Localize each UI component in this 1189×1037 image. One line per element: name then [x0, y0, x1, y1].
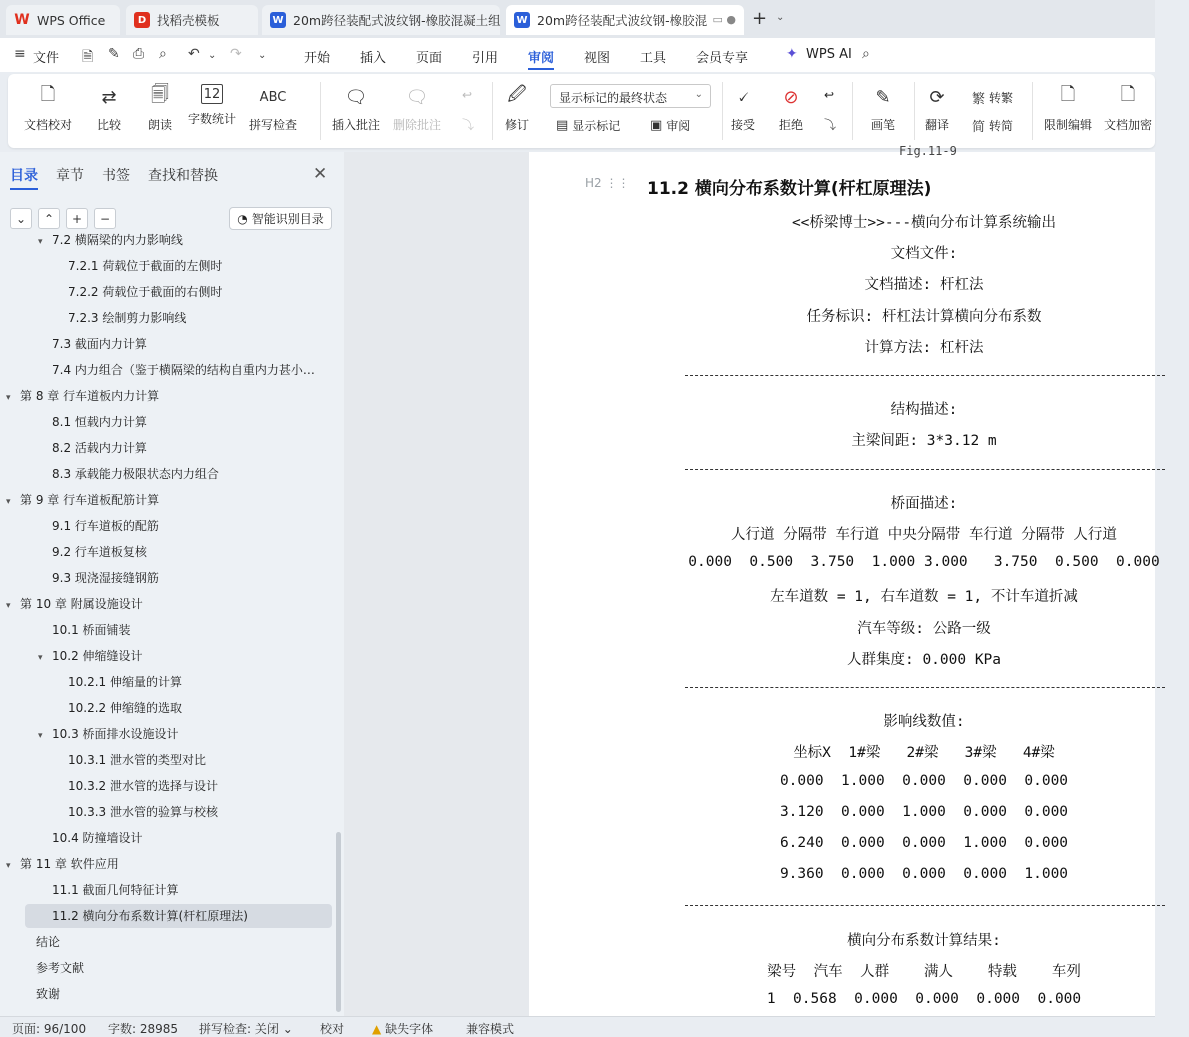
accept-label: 接受 — [730, 118, 755, 132]
doc-check-label: 文档校对 — [24, 118, 73, 132]
save-icon[interactable]: 🗎 — [82, 49, 94, 65]
toc-item-label: 8.3 承载能力极限状态内力组合 — [52, 467, 219, 481]
spell-check-status[interactable] — [199, 1020, 293, 1037]
insert-comment-label: 插入批注 — [332, 118, 381, 132]
navigation-panel — [0, 152, 344, 1016]
redo-icon[interactable]: ↷ — [230, 46, 242, 62]
toc-item[interactable] — [68, 306, 332, 330]
review-pane-label: 审阅 — [666, 119, 691, 133]
toc-item[interactable] — [6, 592, 332, 616]
toc-item-label: 9.1 行车道板的配筋 — [52, 519, 159, 533]
print-preview-icon[interactable]: ⌕ — [159, 46, 167, 62]
toc-item-label: 7.2.2 荷载位于截面的右侧时 — [68, 285, 223, 299]
pen-label: 画笔 — [870, 118, 895, 132]
ribbon-separator — [852, 82, 853, 140]
expand-arrow-icon[interactable]: ▾ — [38, 237, 43, 247]
track-changes-icon: 🖉 — [507, 84, 527, 105]
document-line: 9.360 0.000 0.000 0.000 1.000 — [779, 866, 1069, 883]
toc-item-label: 参考文献 — [36, 961, 85, 975]
expand-arrow-icon[interactable]: ▾ — [38, 653, 43, 663]
document-line: 6.240 0.000 0.000 1.000 0.000 — [779, 835, 1069, 851]
toc-item-label: 7.2.3 绘制剪力影响线 — [68, 311, 187, 325]
heading-level-marker[interactable] — [585, 176, 630, 190]
menu-review[interactable]: 审阅 — [528, 51, 555, 66]
spell-check-status-label: 拼写检查: 关闭 — [199, 1022, 279, 1036]
expand-arrow-icon[interactable]: ▾ — [6, 861, 11, 871]
menu-bar — [0, 38, 1155, 72]
show-markup-button[interactable] — [556, 117, 620, 134]
collapse-button[interactable]: ⌄ — [10, 208, 32, 229]
toc-item[interactable] — [68, 748, 332, 772]
simplified-icon: 简 — [972, 120, 986, 135]
track-changes-button[interactable] — [504, 84, 530, 133]
toc-item-label: 8.1 恒载内力计算 — [52, 415, 147, 429]
toc-item-label: 7.2.1 荷载位于截面的左侧时 — [68, 259, 223, 273]
tab-wps-office[interactable] — [6, 5, 120, 35]
to-traditional-button[interactable] — [972, 88, 1013, 107]
menu-home[interactable]: 开始 — [304, 51, 331, 66]
search-icon[interactable]: ⌕ — [862, 46, 870, 62]
insert-comment-button[interactable] — [332, 84, 380, 133]
format-painter-icon[interactable]: ✎ — [108, 46, 120, 62]
document-line: 人群集度: 0.000 KPa — [846, 651, 1002, 668]
more-icon[interactable]: ⌄ — [258, 50, 267, 61]
prev-change-icon[interactable]: ↩ — [824, 88, 835, 102]
restrict-edit-icon: 🗋 — [1060, 84, 1076, 105]
spell-check-label: 拼写检查 — [249, 118, 298, 132]
toc-item[interactable] — [68, 774, 332, 798]
tab-docer-templates[interactable] — [126, 5, 258, 35]
toc-item[interactable] — [52, 514, 332, 538]
toc-item[interactable] — [52, 618, 332, 642]
missing-font-status[interactable] — [372, 1020, 433, 1037]
document-line: 计算方法: 杠杆法 — [864, 339, 984, 356]
chevron-down-icon: ⌄ — [694, 89, 703, 100]
document-line: 坐标X 1#梁 2#梁 3#梁 4#梁 — [793, 745, 1055, 762]
translate-label: 翻译 — [924, 118, 949, 132]
markup-mode-select[interactable] — [550, 84, 711, 108]
toc-item-label: 第 10 章 附属设施设计 — [20, 597, 143, 611]
separator-line — [685, 905, 1165, 906]
menu-member[interactable]: 会员专享 — [696, 51, 749, 66]
restrict-edit-label: 限制编辑 — [1044, 118, 1093, 132]
status-bar — [0, 1016, 1155, 1037]
close-icon[interactable]: ✕ — [313, 164, 328, 184]
document-line: 梁号 汽车 人群 满人 特载 车列 — [767, 963, 1081, 980]
workspace-background — [344, 152, 529, 1016]
toc-item-label: 11.1 截面几何特征计算 — [52, 883, 179, 897]
toc-item-label: 结论 — [36, 935, 61, 949]
delete-comment-label: 删除批注 — [393, 118, 442, 132]
document-line: 横向分布系数计算结果: — [847, 932, 1001, 949]
proofread-status[interactable]: 校对 — [320, 1022, 345, 1036]
toc-item-label: 9.2 行车道板复核 — [52, 545, 147, 559]
next-comment-icon[interactable]: ⤵ — [462, 118, 475, 132]
ribbon-separator — [492, 82, 493, 140]
document-line: 主梁间距: 3*3.12 m — [851, 433, 997, 450]
document-line: 左车道数 = 1, 右车道数 = 1, 不计车道折减 — [770, 589, 1078, 606]
panel-tabs — [10, 165, 218, 185]
toc-item[interactable] — [38, 228, 332, 252]
word-count[interactable]: 字数: 28985 — [108, 1022, 179, 1036]
document-line: <<桥梁博士>>---横向分布计算系统输出 — [791, 215, 1057, 231]
toc-item-label: 10.2.2 伸缩缝的选取 — [68, 701, 182, 715]
remove-button[interactable]: − — [94, 208, 116, 229]
word-count-label: 字数统计 — [188, 112, 237, 126]
toc-item[interactable] — [6, 488, 332, 512]
document-line: 人行道 分隔带 车行道 中央分隔带 车行道 分隔带 人行道 — [731, 527, 1117, 543]
toc-item[interactable] — [25, 904, 332, 928]
toc-item-label: 第 8 章 行车道板内力计算 — [20, 389, 160, 403]
compare-label: 比较 — [96, 118, 121, 132]
add-button[interactable]: + — [66, 208, 88, 229]
active-tab-underline — [10, 188, 38, 190]
toc-item-label: 第 9 章 行车道板配筋计算 — [20, 493, 160, 507]
traditional-icon: 繁 — [972, 92, 986, 107]
panel-scrollbar[interactable] — [336, 832, 341, 1012]
read-aloud-label: 朗读 — [147, 118, 172, 132]
tab-chapters[interactable]: 章节 — [56, 168, 84, 184]
toc-item[interactable] — [52, 878, 332, 902]
compare-button[interactable] — [96, 84, 122, 133]
document-line: 0.000 0.500 3.750 1.000 3.000 3.750 0.500 0.000 — [688, 554, 1160, 571]
toc-item[interactable] — [38, 722, 332, 746]
tab-toc[interactable]: 目录 — [10, 168, 38, 184]
document-line: 文档描述: 杆杠法 — [864, 277, 984, 294]
compat-mode-status: 兼容模式 — [466, 1022, 515, 1036]
toc-item-label: 第 11 章 软件应用 — [20, 857, 119, 871]
ribbon-separator — [320, 82, 321, 140]
spell-check-button[interactable] — [249, 84, 297, 133]
smart-toc-icon: ◔ — [237, 211, 248, 226]
toc-item-label: 7.2 横隔梁的内力影响线 — [52, 233, 183, 247]
to-traditional-label: 转繁 — [989, 91, 1014, 105]
track-changes-label: 修订 — [504, 118, 529, 132]
hamburger-icon[interactable]: ≡ — [14, 46, 26, 62]
monitor-icon[interactable]: ▭ ● — [712, 13, 736, 26]
toc-item-label: 10.2 伸缩缝设计 — [52, 649, 143, 663]
doc-check-button[interactable] — [24, 84, 72, 133]
smart-toc-label: 智能识别目录 — [251, 212, 324, 226]
new-tab-button[interactable]: + — [752, 8, 768, 29]
toc-item-label: 10.3.1 泄水管的类型对比 — [68, 753, 206, 767]
separator-line — [685, 469, 1165, 470]
heading-level-label: H2 — [585, 176, 602, 190]
compare-icon: ⇄ — [101, 86, 117, 108]
document-line: 0.000 1.000 0.000 0.000 0.000 — [779, 772, 1069, 789]
translate-button[interactable] — [924, 84, 950, 133]
menu-file[interactable]: 文件 — [33, 51, 60, 66]
toc-item-label: 10.3.3 泄水管的验算与校核 — [68, 805, 218, 819]
toc-list — [0, 233, 340, 1016]
document-line: 汽车等级: 公路一级 — [857, 620, 991, 637]
document-line: 任务标识: 杆杠法计算横向分布系数 — [806, 308, 1042, 325]
toc-item-label: 10.1 桥面铺装 — [52, 623, 131, 637]
show-markup-label: 显示标记 — [572, 119, 621, 133]
ribbon-separator — [1032, 82, 1033, 140]
toc-item-label: 10.4 防撞墙设计 — [52, 831, 143, 845]
toc-item[interactable] — [68, 280, 332, 304]
toc-item-label: 致谢 — [36, 987, 61, 1001]
toc-item[interactable] — [6, 384, 332, 408]
section-heading: 11.2 横向分布系数计算(杆杠原理法) — [647, 179, 932, 199]
toc-item[interactable] — [6, 852, 332, 876]
ribbon-separator — [722, 82, 723, 140]
pen-icon: ✎ — [875, 86, 891, 108]
tab-bookmarks[interactable]: 书签 — [102, 168, 130, 184]
toc-item[interactable] — [38, 644, 332, 668]
toc-item-label: 7.3 截面内力计算 — [52, 337, 147, 351]
drag-handle-icon: ⋮⋮ — [605, 176, 630, 190]
expand-arrow-icon[interactable]: ▾ — [6, 497, 11, 507]
accept-button[interactable] — [730, 84, 756, 133]
document-line: 桥面描述: — [890, 495, 958, 512]
show-markup-icon: ▤ — [556, 118, 569, 133]
toc-item[interactable] — [52, 462, 332, 486]
accept-icon: 🗸 — [736, 86, 750, 108]
toc-item[interactable] — [36, 930, 332, 954]
toc-item-label: 11.2 横向分布系数计算(杆杠原理法) — [52, 909, 248, 923]
toc-item-label: 10.3.2 泄水管的选择与设计 — [68, 779, 218, 793]
reject-icon: ⊘ — [783, 86, 799, 108]
doc-encrypt-button[interactable] — [1104, 84, 1152, 133]
menu-tools[interactable]: 工具 — [640, 51, 667, 66]
tab-label: WPS Office — [37, 12, 106, 28]
expand-arrow-icon[interactable]: ▾ — [6, 601, 11, 611]
spell-check-icon: ABC — [259, 89, 287, 105]
review-pane-icon: ▣ — [650, 118, 663, 133]
print-icon[interactable]: ⎙ — [133, 46, 145, 62]
delete-comment-button[interactable] — [393, 84, 441, 133]
smart-toc-button[interactable] — [229, 207, 332, 230]
review-pane-button[interactable] — [650, 117, 690, 134]
document-line: 结构描述: — [890, 402, 958, 419]
missing-font-label: 缺失字体 — [385, 1022, 434, 1036]
tab-label: 20m跨径装配式波纹钢-橡胶混凝土组 — [293, 13, 501, 28]
toc-item[interactable] — [68, 670, 332, 694]
toc-item-label: 10.3 桥面排水设施设计 — [52, 727, 179, 741]
warning-icon: ▲ — [372, 1022, 382, 1036]
toc-item[interactable] — [52, 332, 332, 356]
toc-item[interactable] — [52, 410, 332, 434]
toc-item-label: 8.2 活载内力计算 — [52, 441, 147, 455]
markup-mode-value: 显示标记的最终状态 — [559, 91, 668, 105]
wps-logo-icon: W — [14, 12, 30, 28]
read-aloud-icon: 🗐 — [151, 84, 169, 105]
prev-comment-icon[interactable]: ↩ — [462, 88, 473, 102]
chevron-down-icon[interactable]: ⌄ — [776, 12, 785, 23]
document-page[interactable] — [529, 144, 1160, 1016]
translate-icon: ⟳ — [929, 86, 945, 108]
reject-label: 拒绝 — [778, 118, 803, 132]
separator-line — [685, 375, 1165, 376]
tab-label: 找稻壳模板 — [157, 13, 220, 28]
document-line: 3.120 0.000 1.000 0.000 0.000 — [779, 803, 1069, 820]
menu-page[interactable]: 页面 — [416, 51, 443, 66]
wps-ai-icon: ✦ — [786, 46, 798, 62]
chevron-down-icon: ⌄ — [282, 1022, 293, 1036]
tab-find-replace[interactable]: 查找和替换 — [148, 168, 218, 184]
to-simplified-button[interactable] — [972, 116, 1013, 135]
restrict-edit-button[interactable] — [1044, 84, 1092, 133]
ribbon-separator — [914, 82, 915, 140]
toc-item[interactable] — [68, 696, 332, 720]
review-ribbon — [8, 74, 1155, 148]
docer-icon: D — [134, 12, 150, 28]
read-aloud-button[interactable] — [147, 84, 173, 133]
active-menu-underline — [528, 68, 554, 70]
toc-item-label: 7.4 内力组合（鉴于横隔梁的结构自重内力甚小… — [52, 363, 315, 377]
toc-item[interactable] — [52, 436, 332, 460]
toc-item[interactable] — [52, 540, 332, 564]
doc-encrypt-icon: 🗋 — [1120, 84, 1136, 105]
figure-caption: Fig.11-9 — [899, 144, 957, 158]
expand-arrow-icon[interactable]: ▾ — [6, 393, 11, 403]
document-line: 文档文件: — [890, 246, 958, 263]
toc-item[interactable] — [36, 956, 332, 980]
next-change-icon[interactable]: ⤵ — [824, 118, 837, 132]
undo-icon[interactable]: ↶ — [188, 46, 200, 62]
expand-arrow-icon[interactable]: ▾ — [38, 731, 43, 741]
expand-button[interactable]: ⌃ — [38, 208, 60, 229]
toc-item[interactable] — [68, 254, 332, 278]
tab-document-2[interactable] — [506, 5, 744, 35]
tab-bar — [0, 0, 1155, 38]
document-line: 影响线数值: — [883, 714, 965, 731]
doc-check-icon: 🗋 — [40, 84, 56, 105]
undo-dropdown-icon[interactable]: ⌄ — [208, 50, 217, 61]
toc-item[interactable] — [52, 358, 332, 382]
word-doc-icon: W — [270, 12, 286, 28]
insert-comment-icon: 🗨 — [344, 86, 368, 108]
menu-insert[interactable]: 插入 — [360, 51, 387, 66]
toc-item[interactable] — [68, 800, 332, 824]
toc-item[interactable] — [52, 566, 332, 590]
menu-references[interactable]: 引用 — [472, 51, 499, 66]
doc-encrypt-label: 文档加密 — [1104, 118, 1153, 132]
tab-document-1[interactable] — [262, 5, 500, 35]
toc-item-label: 9.3 现浇湿接缝钢筋 — [52, 571, 159, 585]
word-count-icon: 12 — [201, 84, 223, 104]
menu-wps-ai[interactable]: WPS AI — [806, 47, 852, 62]
toc-item-label: 10.2.1 伸缩量的计算 — [68, 675, 182, 689]
tab-label: 20m跨径装配式波纹钢-橡胶混 — [537, 13, 708, 28]
word-count-button[interactable] — [188, 84, 236, 127]
separator-line — [685, 687, 1165, 688]
word-doc-icon: W — [514, 12, 530, 28]
toc-item[interactable] — [52, 826, 332, 850]
toc-item[interactable] — [36, 982, 332, 1006]
reject-button[interactable] — [778, 84, 804, 133]
delete-comment-icon: 🗨 — [405, 86, 429, 108]
page-counter[interactable]: 页面: 96/100 — [12, 1022, 87, 1036]
document-line: 1 0.568 0.000 0.000 0.000 0.000 — [766, 991, 1082, 1007]
menu-view[interactable]: 视图 — [584, 51, 611, 66]
pen-button[interactable] — [870, 84, 896, 133]
to-simplified-label: 转简 — [989, 119, 1014, 133]
